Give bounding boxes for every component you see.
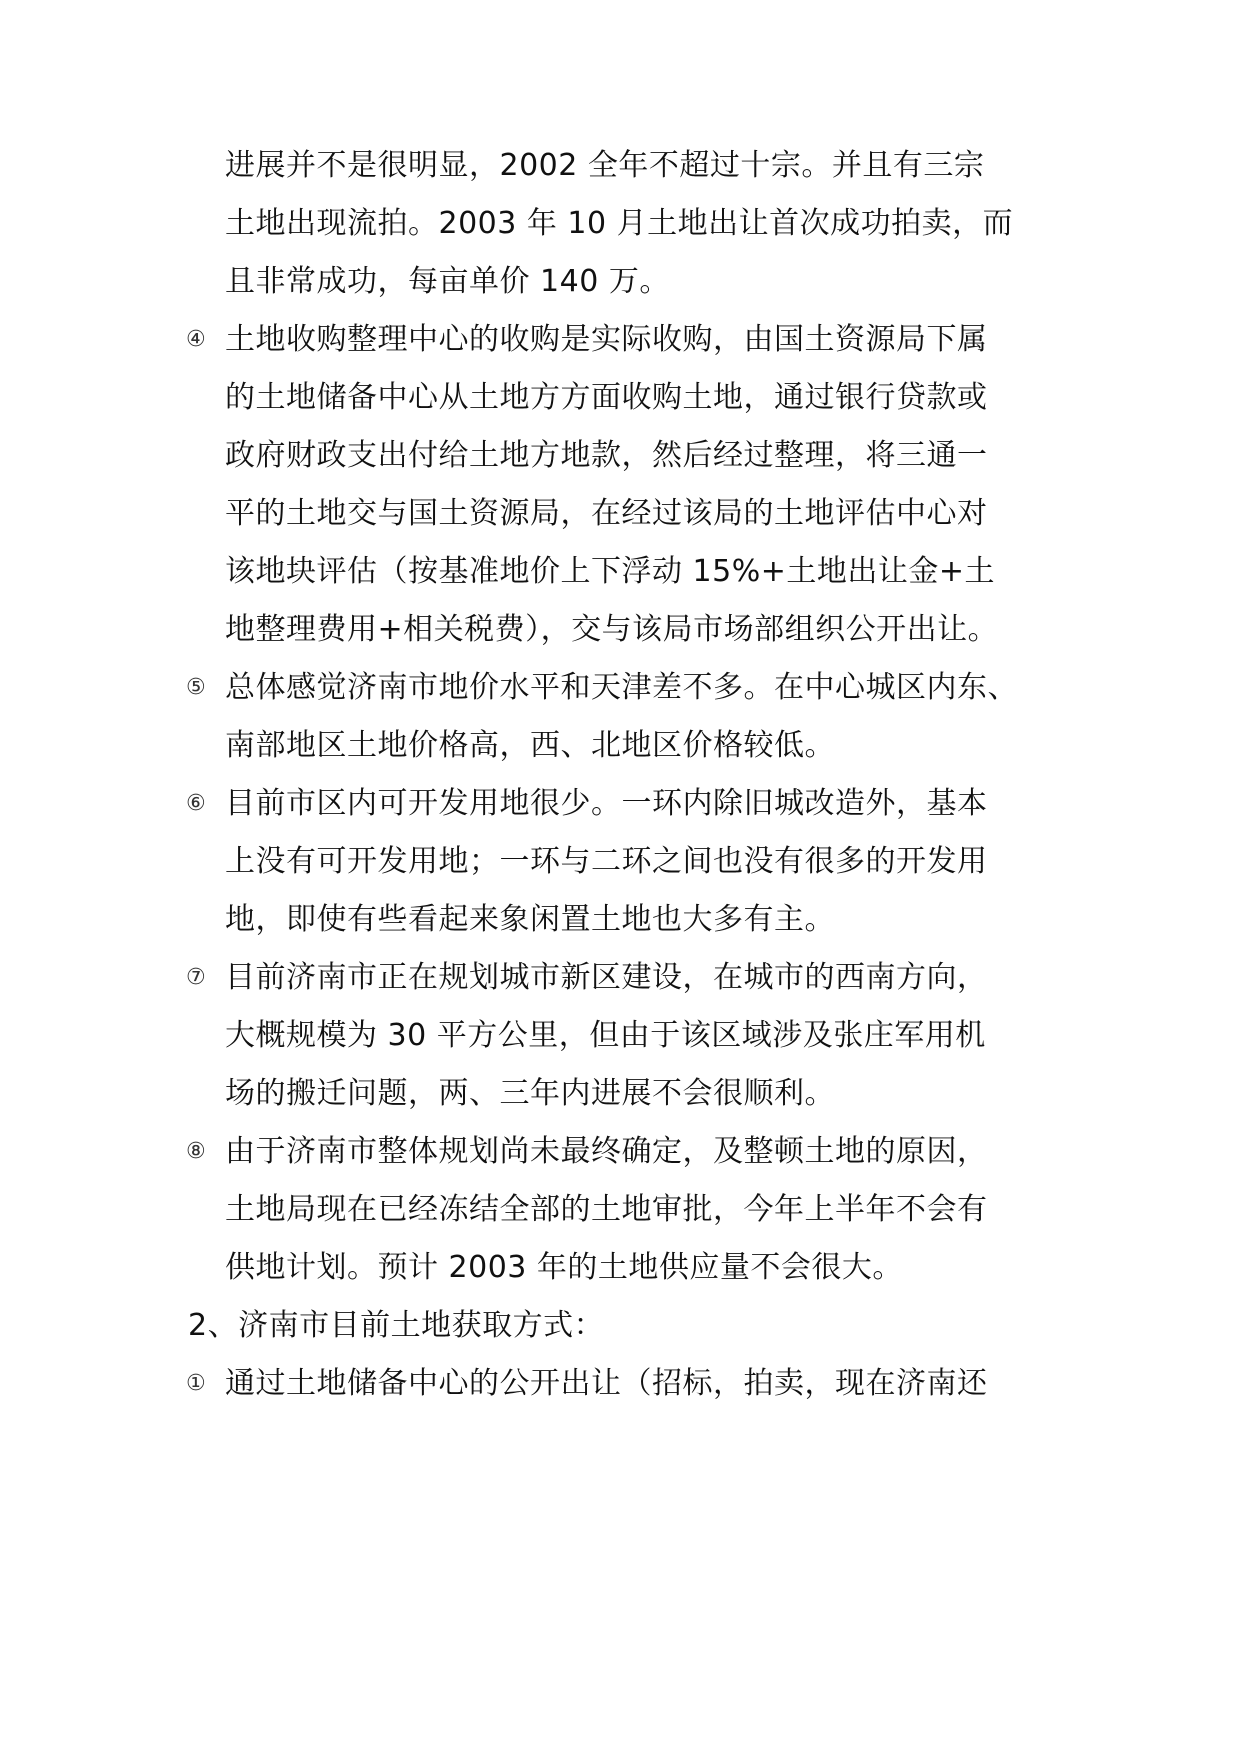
paragraph-line: 该地块评估（按基准地价上下浮动 15%+土地出让金+土 — [225, 554, 995, 589]
paragraph-line: 进展并不是很明显，2002 全年不超过十宗。并且有三宗 — [225, 148, 985, 183]
paragraph-line: 通过土地储备中心的公开出让（招标，拍卖，现在济南还 — [225, 1366, 988, 1401]
list-marker-7: ⑦ — [186, 965, 206, 990]
paragraph-line: 土地局现在已经冻结全部的土地审批，今年上半年不会有 — [225, 1192, 988, 1227]
paragraph-line: 供地计划。预计 2003 年的土地供应量不会很大。 — [225, 1250, 903, 1285]
paragraph-line: 南部地区土地价格高，西、北地区价格较低。 — [225, 728, 835, 763]
paragraph-line: 场的搬迁问题，两、三年内进展不会很顺利。 — [225, 1076, 835, 1111]
paragraph-line: 上没有可开发用地；一环与二环之间也没有很多的开发用 — [225, 844, 988, 879]
paragraph-line: 目前市区内可开发用地很少。一环内除旧城改造外，基本 — [225, 786, 988, 821]
section-heading: 2、济南市目前土地获取方式： — [188, 1308, 605, 1343]
paragraph-line: 地整理费用+相关税费），交与该局市场部组织公开出让。 — [225, 612, 999, 647]
paragraph-line: 的土地储备中心从土地方方面收购土地，通过银行贷款或 — [225, 380, 988, 415]
paragraph-line: 地，即使有些看起来象闲置土地也大多有主。 — [225, 902, 835, 937]
paragraph-line: 土地出现流拍。2003 年 10 月土地出让首次成功拍卖，而 — [225, 206, 1014, 241]
list-marker-6: ⑥ — [186, 791, 206, 816]
list-marker-8: ⑧ — [186, 1139, 206, 1164]
paragraph-line: 政府财政支出付给土地方地款，然后经过整理，将三通一 — [225, 438, 988, 473]
paragraph-line: 平的土地交与国土资源局，在经过该局的土地评估中心对 — [225, 496, 988, 531]
paragraph-line: 土地收购整理中心的收购是实际收购，由国土资源局下属 — [225, 322, 988, 357]
paragraph-line: 目前济南市正在规划城市新区建设，在城市的西南方向， — [225, 960, 988, 995]
list-marker-5: ⑤ — [186, 675, 206, 700]
paragraph-line: 由于济南市整体规划尚未最终确定，及整顿土地的原因， — [225, 1134, 988, 1169]
list-marker-4: ④ — [186, 327, 206, 352]
paragraph-line: 且非常成功，每亩单价 140 万。 — [225, 264, 670, 299]
list-marker-1: ① — [186, 1371, 206, 1396]
paragraph-line: 大概规模为 30 平方公里，但由于该区域涉及张庄军用机 — [225, 1018, 986, 1053]
paragraph-line: 总体感觉济南市地价水平和天津差不多。在中心城区内东、 — [225, 670, 1018, 705]
